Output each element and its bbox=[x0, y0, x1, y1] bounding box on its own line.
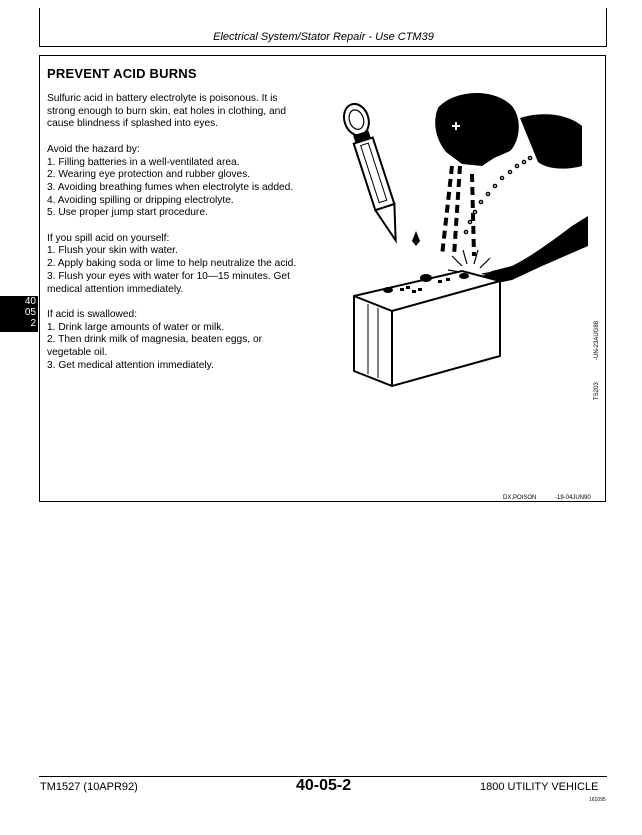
text-line: 3. Avoiding breathing fumes when electrolyte is added. bbox=[47, 181, 294, 193]
reference-date: -19-04JUN90 bbox=[555, 495, 591, 501]
tab-line: 40 bbox=[24, 296, 36, 307]
swallowed-acid-list bbox=[47, 309, 337, 373]
manual-id: TM1527 (10APR92) bbox=[40, 781, 138, 793]
text-line: strong enough to burn skin, eat holes in clothing, and bbox=[47, 105, 287, 117]
text-line: 1. Flush your skin with water. bbox=[47, 245, 178, 257]
figure-id: TS203 bbox=[594, 382, 600, 400]
intro-paragraph bbox=[47, 93, 337, 131]
text-line: medical attention immediately. bbox=[47, 283, 184, 295]
text-line: If acid is swallowed: bbox=[47, 308, 138, 320]
section-tab bbox=[0, 296, 38, 332]
text-line: Avoid the hazard by: bbox=[47, 143, 140, 155]
acid-burn-illustration bbox=[342, 66, 592, 401]
section-body bbox=[47, 93, 337, 385]
text-line: Sulfuric acid in battery electrolyte is poisonous. It is bbox=[47, 93, 278, 104]
figure-code: -UN-23AUG88 bbox=[594, 320, 600, 360]
text-line: 5. Use proper jump start procedure. bbox=[47, 207, 208, 219]
print-code: 161095 bbox=[589, 797, 606, 803]
splash-trajectory bbox=[442, 166, 474, 256]
splash-burst bbox=[448, 250, 494, 274]
text-line: 2. Wearing eye protection and rubber gloves. bbox=[47, 169, 251, 181]
text-line: 4. Avoiding spilling or dripping electrolyte. bbox=[47, 194, 234, 206]
battery bbox=[354, 271, 500, 386]
face-silhouette bbox=[435, 93, 519, 166]
text-line: If you spill acid on yourself: bbox=[47, 232, 170, 244]
text-line: 1. Filling batteries in a well-ventilated area. bbox=[47, 156, 240, 168]
arm-silhouette bbox=[482, 216, 588, 284]
header-bottom-rule bbox=[39, 46, 607, 47]
header-title: Electrical System/Stator Repair - Use CTM39 bbox=[213, 31, 434, 43]
text-line: 3. Get medical attention immediately. bbox=[47, 359, 214, 371]
vehicle-name: 1800 UTILITY VEHICLE bbox=[480, 781, 599, 793]
hydrometer bbox=[342, 101, 407, 244]
text-line: vegetable oil. bbox=[47, 347, 108, 359]
page-number: 40-05-2 bbox=[296, 777, 352, 794]
tab-line: 05 bbox=[24, 307, 36, 318]
text-line: 2. Then drink milk of magnesia, beaten eggs, or bbox=[47, 334, 263, 346]
section-title: PREVENT ACID BURNS bbox=[47, 66, 197, 81]
acid-drop bbox=[412, 231, 420, 246]
text-line: 3. Flush your eyes with water for 10—15 minutes. Get bbox=[47, 270, 290, 282]
reference-code: DX,POISON bbox=[503, 495, 537, 501]
spill-acid-list bbox=[47, 233, 337, 297]
text-line: cause blindness if splashed into eyes. bbox=[47, 118, 219, 130]
text-line: 1. Drink large amounts of water or milk. bbox=[47, 321, 225, 333]
tab-line: 2 bbox=[30, 318, 36, 329]
avoid-hazard-list bbox=[47, 144, 337, 220]
text-line: 2. Apply baking soda or lime to help neutralize the acid. bbox=[47, 258, 297, 270]
